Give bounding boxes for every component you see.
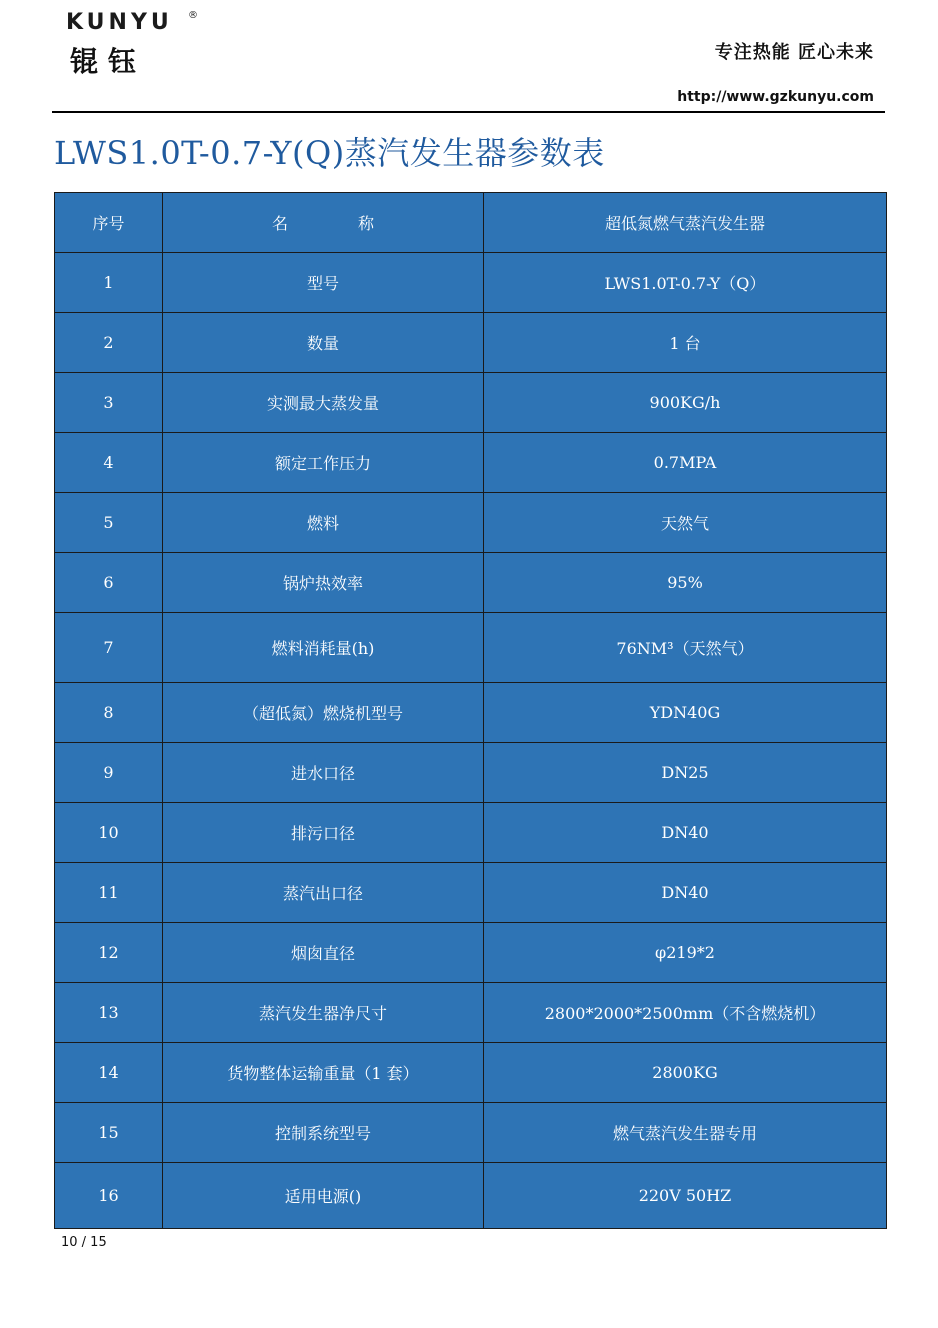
- table-row: [55, 1103, 887, 1163]
- cell-value: DN40: [484, 803, 887, 863]
- cell-name: 排污口径: [163, 803, 484, 863]
- cell-name: 蒸汽出口径: [163, 863, 484, 923]
- cell-name: 蒸汽发生器净尺寸: [163, 983, 484, 1043]
- table-row: [55, 923, 887, 983]
- parameter-table: [54, 192, 887, 1229]
- company-logo: [66, 10, 206, 78]
- cell-name: 烟囱直径: [163, 923, 484, 983]
- table-row: [55, 983, 887, 1043]
- cell-name: 燃料消耗量(h): [163, 613, 484, 683]
- cell-index: 7: [55, 613, 163, 683]
- header-name-part-a: 名: [271, 214, 288, 233]
- table-row: [55, 373, 887, 433]
- cell-index: 10: [55, 803, 163, 863]
- cell-value: LWS1.0T-0.7-Y（Q）: [484, 253, 887, 313]
- parameter-table-body: [55, 193, 887, 1229]
- document-title: LWS1.0T-0.7-Y(Q)蒸汽发生器参数表: [54, 134, 605, 172]
- table-row: [55, 863, 887, 923]
- header-name: [163, 193, 484, 253]
- cell-name: 进水口径: [163, 743, 484, 803]
- cell-index: 13: [55, 983, 163, 1043]
- company-slogan: 专注热能 匠心未来: [714, 42, 874, 63]
- cell-index: 11: [55, 863, 163, 923]
- table-row: [55, 683, 887, 743]
- cell-value: DN40: [484, 863, 887, 923]
- cell-index: 12: [55, 923, 163, 983]
- table-row: [55, 803, 887, 863]
- cell-value: 0.7MPA: [484, 433, 887, 493]
- cell-name: 型号: [163, 253, 484, 313]
- cell-index: 9: [55, 743, 163, 803]
- company-url: http://www.gzkunyu.com: [677, 89, 874, 105]
- cell-index: 15: [55, 1103, 163, 1163]
- header-value: 超低氮燃气蒸汽发生器: [484, 193, 887, 253]
- table-header-row: [55, 193, 887, 253]
- cell-value: 900KG/h: [484, 373, 887, 433]
- logo-brand-cn: 锟钰: [70, 45, 147, 78]
- header-divider: [52, 111, 885, 113]
- cell-value: 220V 50HZ: [484, 1163, 887, 1229]
- cell-value: 1 台: [484, 313, 887, 373]
- cell-index: 1: [55, 253, 163, 313]
- cell-name: 实测最大蒸发量: [163, 373, 484, 433]
- cell-index: 14: [55, 1043, 163, 1103]
- cell-name: 锅炉热效率: [163, 553, 484, 613]
- table-row: [55, 1163, 887, 1229]
- cell-index: 8: [55, 683, 163, 743]
- table-row: [55, 613, 887, 683]
- cell-value: 燃气蒸汽发生器专用: [484, 1103, 887, 1163]
- cell-index: 16: [55, 1163, 163, 1229]
- table-row: [55, 553, 887, 613]
- registered-mark: ®: [188, 10, 198, 21]
- table-row: [55, 313, 887, 373]
- logo-brand-latin: KUNYU: [66, 10, 173, 35]
- header-index: 序号: [55, 193, 163, 253]
- cell-value: 95%: [484, 553, 887, 613]
- cell-value: 2800*2000*2500mm（不含燃烧机）: [484, 983, 887, 1043]
- cell-index: 4: [55, 433, 163, 493]
- cell-index: 6: [55, 553, 163, 613]
- cell-name: 燃料: [163, 493, 484, 553]
- cell-name: 额定工作压力: [163, 433, 484, 493]
- cell-name: 货物整体运输重量（1 套）: [163, 1043, 484, 1103]
- cell-value: 2800KG: [484, 1043, 887, 1103]
- cell-index: 2: [55, 313, 163, 373]
- table-row: [55, 493, 887, 553]
- cell-index: 3: [55, 373, 163, 433]
- cell-name: 适用电源(): [163, 1163, 484, 1229]
- table-row: [55, 743, 887, 803]
- cell-name: 控制系统型号: [163, 1103, 484, 1163]
- table-row: [55, 1043, 887, 1103]
- header-name-part-b: 称: [358, 214, 375, 233]
- table-row: [55, 253, 887, 313]
- cell-index: 5: [55, 493, 163, 553]
- cell-value: YDN40G: [484, 683, 887, 743]
- page-indicator: 10 / 15: [61, 1235, 107, 1250]
- cell-value: DN25: [484, 743, 887, 803]
- cell-value: φ219*2: [484, 923, 887, 983]
- cell-value: 76NM³（天然气）: [484, 613, 887, 683]
- cell-name: 数量: [163, 313, 484, 373]
- table-row: [55, 433, 887, 493]
- cell-value: 天然气: [484, 493, 887, 553]
- cell-name: （超低氮）燃烧机型号: [163, 683, 484, 743]
